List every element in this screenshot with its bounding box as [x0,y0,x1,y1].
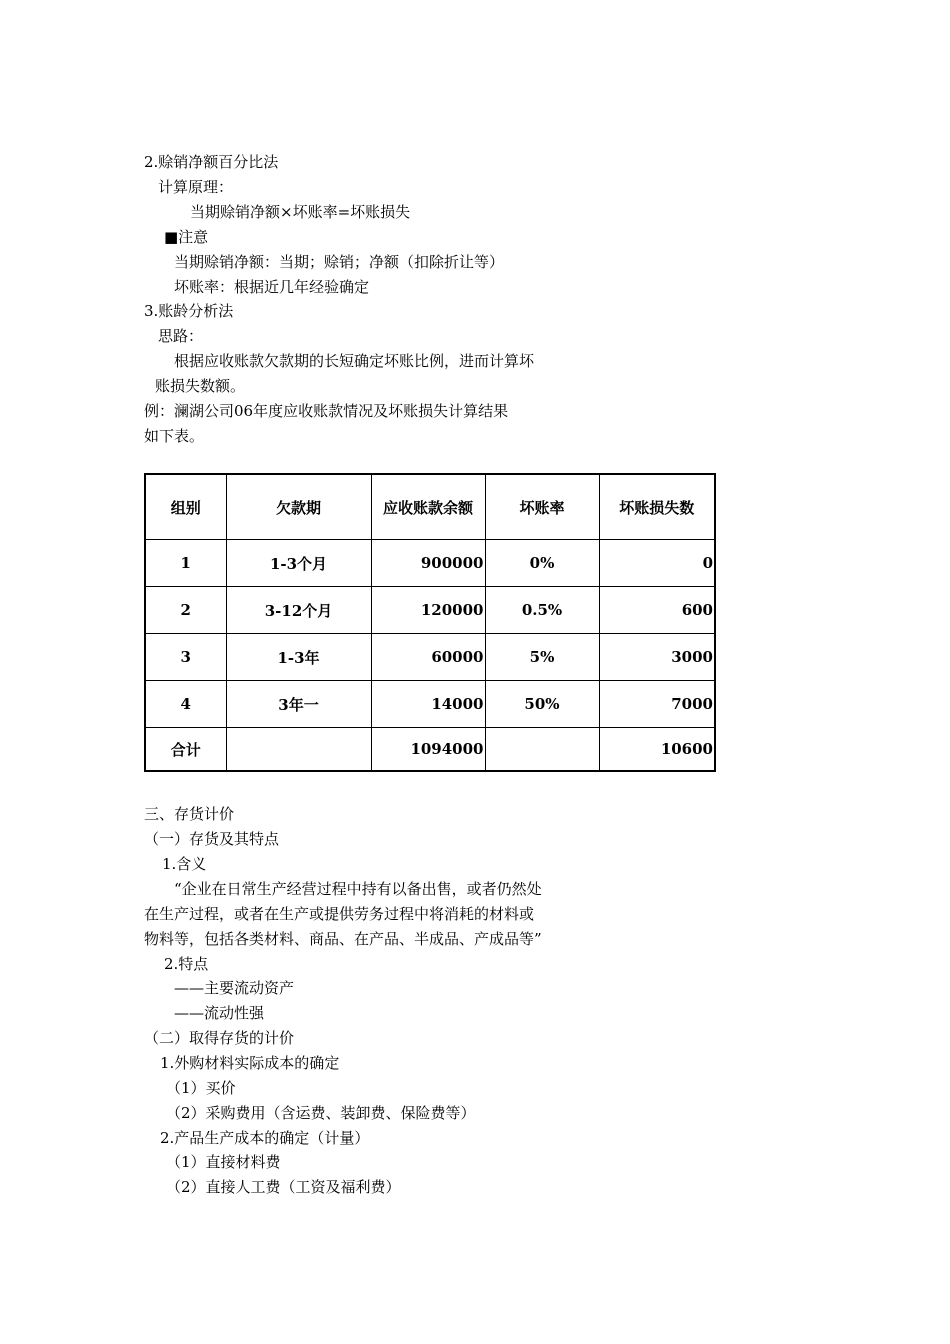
list-item: （1）买价 [166,1079,236,1097]
cell-total-loss: 10600 [599,728,715,772]
table-row [145,634,715,681]
calc-principle-label: 计算原理： [158,178,234,196]
cell-loss: 600 [599,587,715,634]
aging-table [144,473,716,772]
cell-group: 2 [145,587,226,634]
list-item: （2）采购费用（含运费、装卸费、保险费等） [166,1104,476,1122]
header-balance: 应收账款余额 [371,474,485,540]
cell-group: 4 [145,681,226,728]
note-bad-debt-rate: 坏账率：根据近几年经验确定 [174,278,370,296]
purchased-materials-label: 1.外购材料实际成本的确定 [160,1054,340,1072]
cell-period: 3年一 [226,681,371,728]
table-header-row [145,474,715,540]
table-row [145,681,715,728]
approach-text-1: 根据应收账款欠款期的长短确定坏账比例，进而计算坏 [174,352,535,370]
features-label: 2.特点 [164,955,209,973]
cell-loss: 7000 [599,681,715,728]
heading-sales-percentage-method: 2.赊销净额百分比法 [144,153,279,171]
cell-balance: 14000 [371,681,485,728]
heading-aging-method: 3.账龄分析法 [144,302,234,320]
note-net-sales: 当期赊销净额：当期；赊销；净额（扣除折让等） [174,253,505,271]
cell-total-label: 合计 [145,728,226,772]
cell-period: 3-12个月 [226,587,371,634]
cell-group: 3 [145,634,226,681]
cell-rate: 50% [485,681,599,728]
approach-label: 思路： [158,327,204,345]
cell-rate [485,728,599,772]
header-loss: 坏账损失数 [599,474,715,540]
definition-text-3: 物料等，包括各类材料、商品、在产品、半成品、产成品等” [144,930,542,948]
cell-loss: 0 [599,540,715,587]
cell-balance: 900000 [371,540,485,587]
example-text-1: 例：澜湖公司06年度应收账款情况及坏账损失计算结果 [144,402,509,420]
approach-text-2: 账损失数额。 [155,377,246,395]
subheading-inventory-features: （一）存货及其特点 [144,830,280,848]
example-text-2: 如下表。 [144,427,205,445]
feature-item: ——主要流动资产 [174,979,295,997]
table-total-row [145,728,715,772]
table-row [145,587,715,634]
note-label: ■注意 [164,228,209,246]
cell-rate: 0.5% [485,587,599,634]
cell-group: 1 [145,540,226,587]
header-rate: 坏账率 [485,474,599,540]
cell-period [226,728,371,772]
subheading-acquisition-cost: （二）取得存货的计价 [144,1029,295,1047]
cell-period: 1-3年 [226,634,371,681]
cell-balance: 60000 [371,634,485,681]
list-item: （1）直接材料费 [166,1153,281,1171]
definition-label: 1.含义 [162,855,207,873]
heading-inventory-valuation: 三、存货计价 [144,805,235,823]
production-cost-label: 2.产品生产成本的确定（计量） [160,1129,370,1147]
formula-text: 当期赊销净额×坏账率=坏账损失 [190,203,411,221]
feature-item: ——流动性强 [174,1004,265,1022]
header-group: 组别 [145,474,226,540]
list-item: （2）直接人工费（工资及福利费） [166,1178,401,1196]
table-row [145,540,715,587]
cell-total-balance: 1094000 [371,728,485,772]
header-period: 欠款期 [226,474,371,540]
cell-rate: 0% [485,540,599,587]
definition-text-1: “企业在日常生产经营过程中持有以备出售，或者仍然处 [174,880,542,898]
definition-text-2: 在生产过程，或者在生产或提供劳务过程中将消耗的材料或 [144,905,535,923]
cell-period: 1-3个月 [226,540,371,587]
cell-balance: 120000 [371,587,485,634]
cell-loss: 3000 [599,634,715,681]
cell-rate: 5% [485,634,599,681]
